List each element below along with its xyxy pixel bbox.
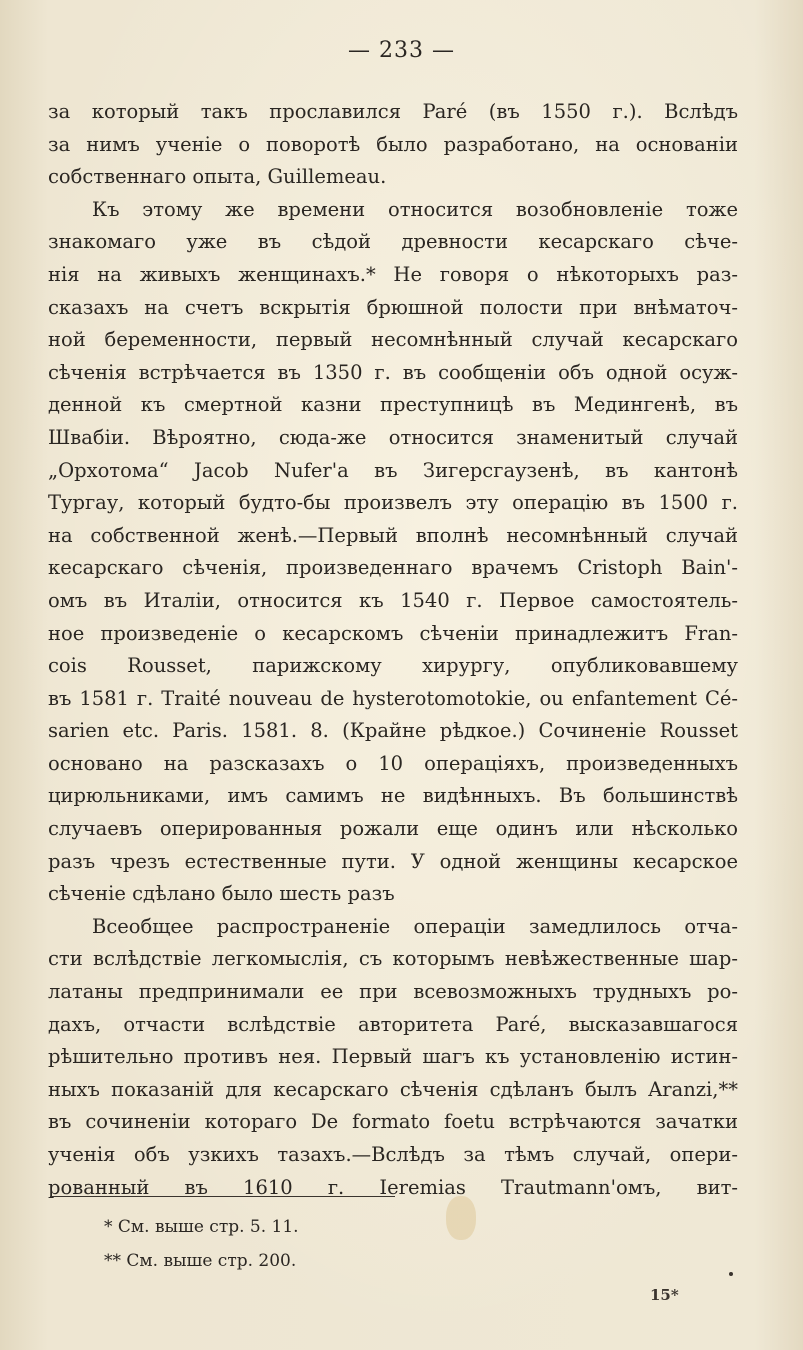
text-line: собственнаго опыта, Guillemeau.: [48, 165, 387, 189]
text-line: рѣшительно противъ нея. Первый шагъ къ установленію истин-: [48, 1045, 738, 1069]
footnote-divider: [50, 1196, 395, 1197]
text-line: въ сочиненіи котораго De formato foetu встрѣчаются зачатки: [48, 1110, 738, 1134]
text-line: сти вслѣдствіе легкомыслія, съ которымъ невѣжественные шар-: [48, 947, 738, 971]
footnotes: [104, 1210, 504, 1278]
text-line: въ 1581 г. Traité nouveau de hysterotomotokie, ou enfantement Cé-: [48, 686, 738, 710]
text-line: сказахъ на счетъ вскрытія брюшной полости при внѣматоч-: [48, 295, 738, 319]
text-line: рованный въ 1610 г. Ieremias Trautmann'омъ, вит-: [48, 1175, 738, 1199]
text-line: ныхъ показаній для кесарскаго сѣченія сдѣланъ былъ Aranzi,**: [48, 1077, 738, 1101]
text-line: латаны предпринимали ее при всевозможныхъ трудныхъ ро-: [48, 980, 738, 1004]
text-line: разъ чрезъ естественные пути. У одной женщины кесарское: [48, 849, 738, 873]
text-line: sarien etc. Paris. 1581. 8. (Крайне рѣдкое.) Сочиненіе Rousset: [48, 719, 738, 743]
text-line: нія на живыхъ женщинахъ.* Не говоря о нѣкоторыхъ раз-: [48, 262, 738, 286]
text-line: денной къ смертной казни преступницѣ въ Медингенѣ, въ: [48, 393, 738, 417]
text-line: кесарскаго сѣченія, произведеннаго врачемъ Cristoph Bain'-: [48, 556, 738, 580]
body-text: [48, 96, 738, 1204]
text-line: ученія объ узкихъ тазахъ.—Вслѣдъ за тѣмъ случай, опери-: [48, 1143, 738, 1166]
text-line: цирюльниками, имъ самимъ не видѣнныхъ. Въ большинствѣ: [48, 784, 738, 808]
text-line: Тургау, который будто-бы произвелъ эту операцію въ 1500 г.: [48, 491, 738, 515]
text-line: сѣченіе сдѣлано было шесть разъ: [48, 882, 395, 906]
text-line: основано на разсказахъ о 10 операціяхъ, произведенныхъ: [48, 751, 738, 775]
text-line: за нимъ ученіе о поворотѣ было разработано, на основаніи: [48, 132, 738, 156]
text-line: Всеобщее распространеніе операціи замедлилось отча-: [92, 914, 738, 938]
text-line: сѣченія встрѣчается въ 1350 г. въ сообщеніи объ одной осуж-: [48, 360, 738, 384]
text-line: за который такъ прославился Paré (въ 1550 г.). Вслѣдъ: [48, 100, 738, 123]
footnote-1: * См. выше стр. 5. 11.: [104, 1217, 299, 1237]
text-line: ное произведеніе о кесарскомъ сѣченіи принадлежитъ Fran-: [48, 621, 738, 645]
text-line: дахъ, отчасти вслѣдствіе авторитета Paré, высказавшагося: [48, 1012, 738, 1036]
text-line: „Орхотома“ Jacob Nufer'а въ Зигерсгаузенѣ, въ кантонѣ: [48, 458, 738, 482]
text-line: ной беременности, первый несомнѣнный случай кесарскаго: [48, 328, 738, 352]
text-line: знакомаго уже въ сѣдой древности кесарскаго сѣче-: [48, 230, 738, 254]
text-line: омъ въ Италіи, относится къ 1540 г. Первое самостоятель-: [48, 588, 738, 612]
ink-speck: [729, 1272, 733, 1276]
text-line: cois Rousset, парижскому хирургу, опубликовавшему: [48, 654, 738, 678]
printer-signature: 15*: [650, 1286, 679, 1304]
text-line: случаевъ оперированныя рожали еще одинъ или нѣсколько: [48, 817, 738, 841]
text-line: Швабіи. Вѣроятно, сюда-же относится знаменитый случай: [48, 425, 738, 449]
text-line: на собственной женѣ.—Первый вполнѣ несомнѣнный случай: [48, 523, 738, 547]
text-line: Къ этому же времени относится возобновленіе тоже: [92, 197, 738, 221]
footnote-2: ** См. выше стр. 200.: [104, 1251, 297, 1271]
page-number: — 233 —: [348, 38, 455, 63]
